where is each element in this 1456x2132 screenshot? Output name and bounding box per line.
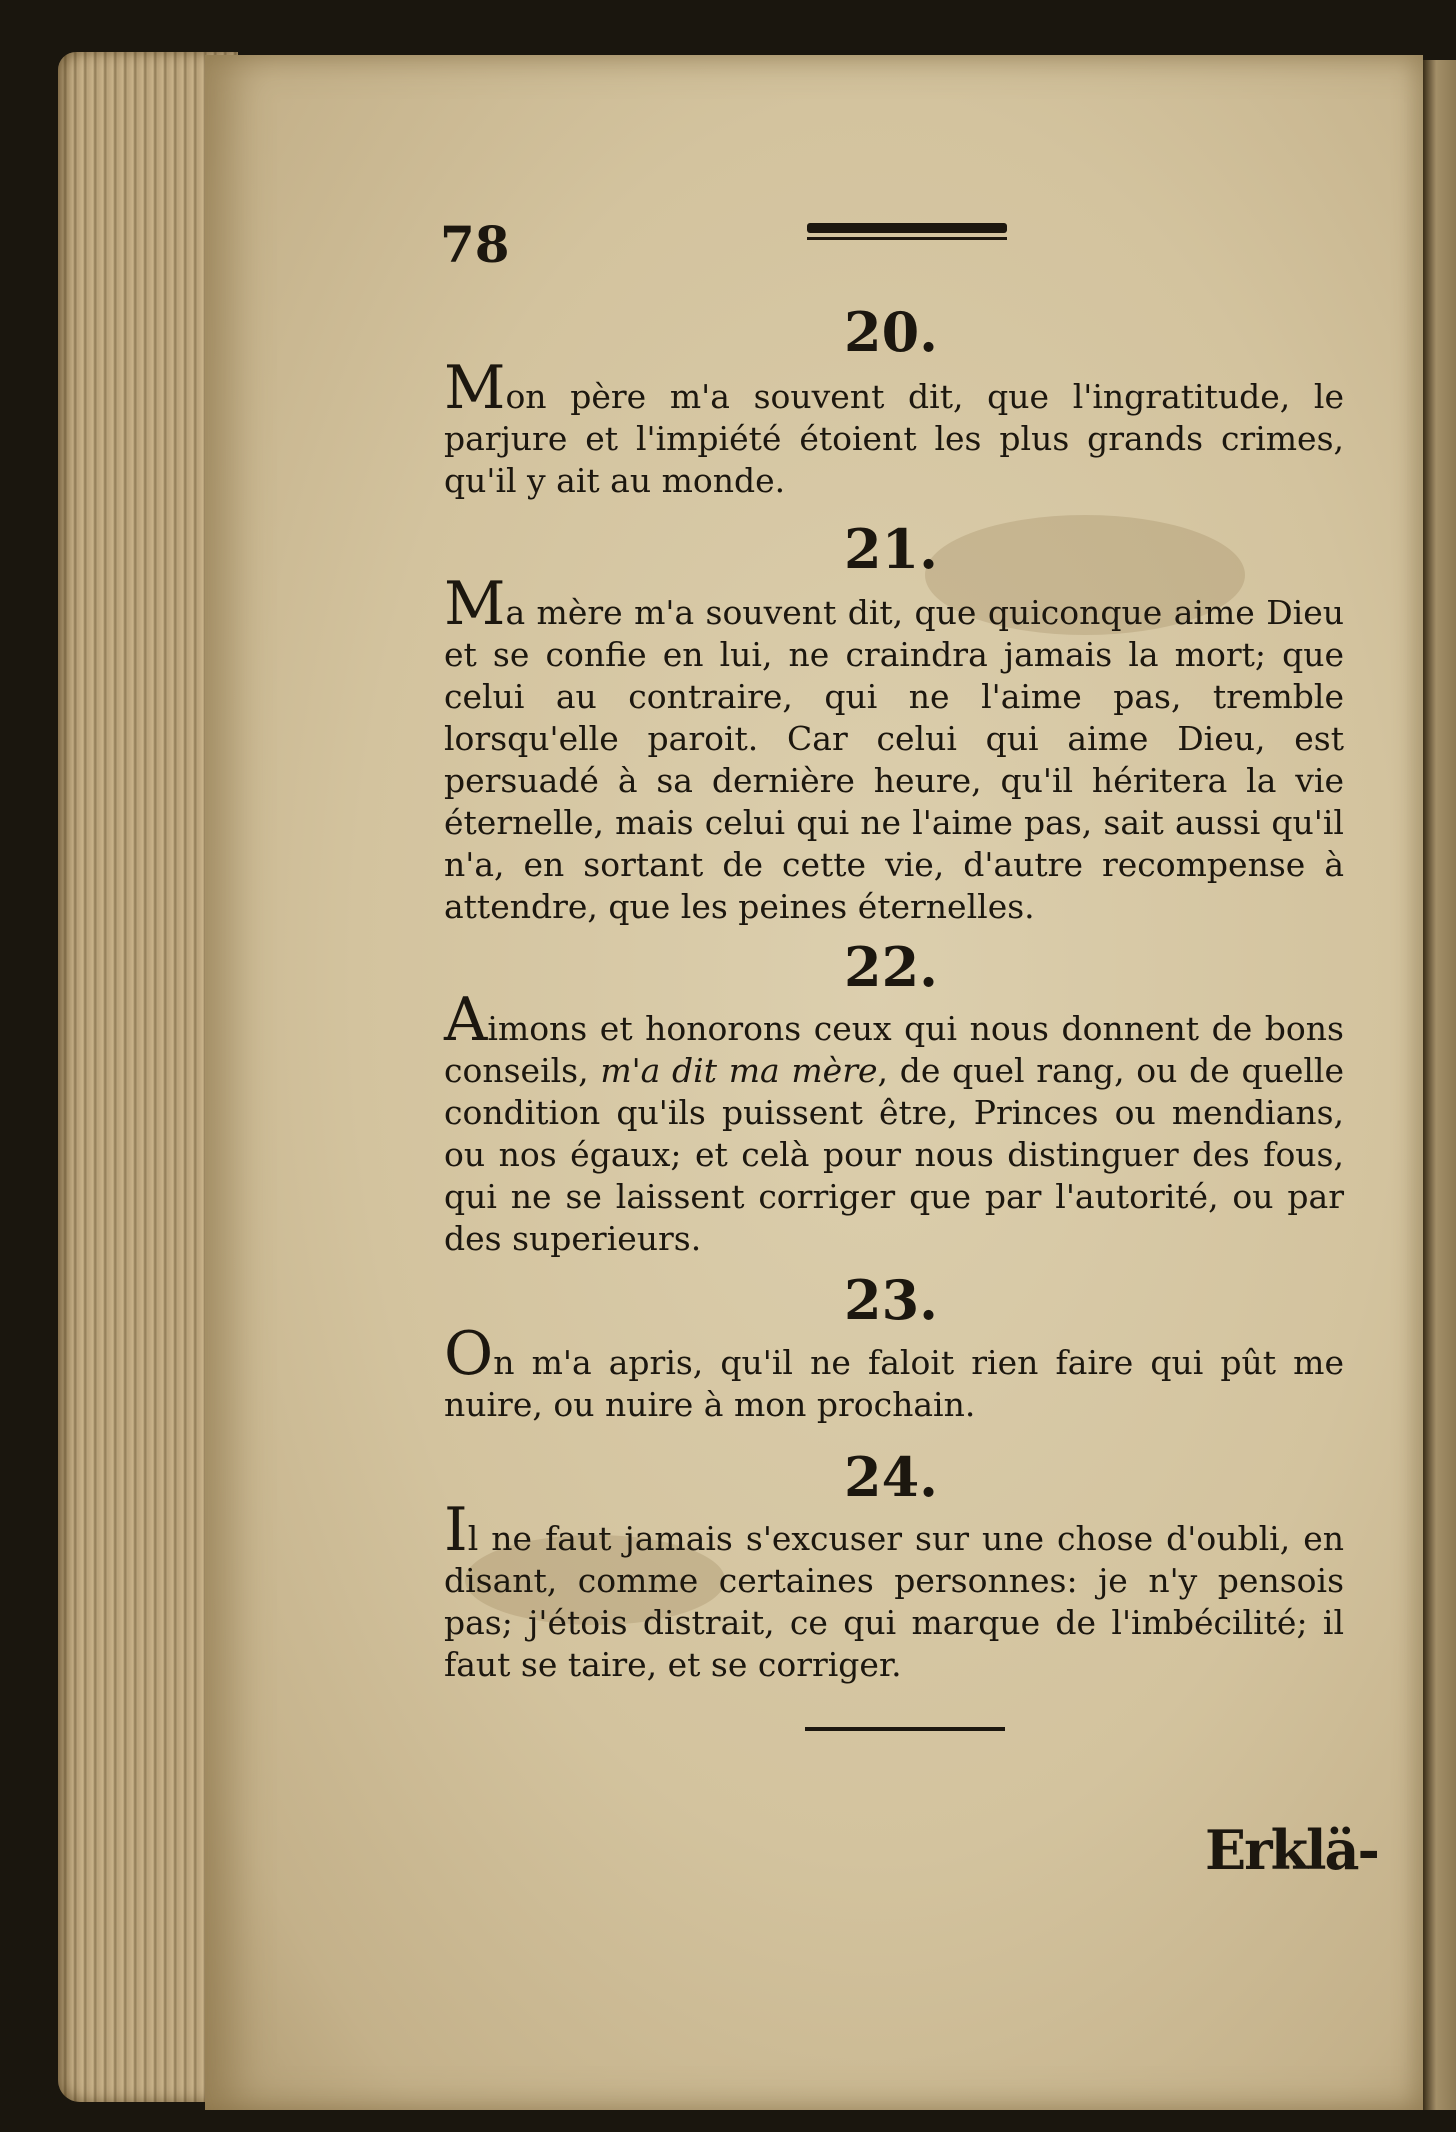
section-number-24: 24. [844,1445,938,1509]
paragraph-20: Mon père m'a souvent dit, que l'ingratitude, le parjure et l'impiété étoient les plus grands crimes, qu'il y ait au monde. [444,353,1344,500]
paragraph-22-text-end: , de quel rang, ou de quelle condition qu'ils puissent être, Princes ou mendians, ou nos égaux; et celà pour nous distinguer des fous, qui ne se laissent corriger que par l'autorité, ou par des superieurs. [444,1051,1344,1258]
paragraph-23: On m'a apris, qu'il ne faloit rien faire qui pût me nuire, ou nuire à mon prochain. [444,1319,1344,1424]
section-number-23: 23. [844,1268,938,1332]
section-number-21: 21. [844,517,938,581]
section-number-22: 22. [844,935,938,999]
header-rule-thin [807,237,1007,240]
facing-page-edge [1423,60,1456,2110]
page-number: 78 [440,215,510,274]
paragraph-22-text-start: Aimons et honorons ceux qui nous donnent de bons conseils, [444,985,1344,1090]
paragraph-22 [444,985,1344,1260]
paragraph-22-italic: m'a dit ma mère [600,1051,878,1090]
header-rule-thick [807,223,1007,233]
catchword: Erklä- [1205,1818,1378,1882]
paragraph-24: Il ne faut jamais s'excuser sur une chose d'oubli, en disant, comme certaines personnes: je n'y pensois pas; j'étois distrait, ce qui marque de l'imbécilité; il faut se taire, et se corriger. [444,1495,1344,1684]
section-number-20: 20. [844,300,938,364]
header-rule [807,223,1007,245]
end-rule [805,1727,1005,1731]
paragraph-21: Ma mère m'a souvent dit, que quiconque aime Dieu et se confie en lui, ne craindra jamais la mort; que celui au contraire, qui ne l'aime pas, tremble lorsqu'elle paroit. Car celui qui aime Dieu, est persuadé à sa dernière heure, qu'il héritera la vie éternelle, mais celui qui ne l'aime pas, sait aussi qu'il n'a, en sortant de cette vie, d'autre recompense à attendre, que les peines éternelles. [444,569,1344,926]
